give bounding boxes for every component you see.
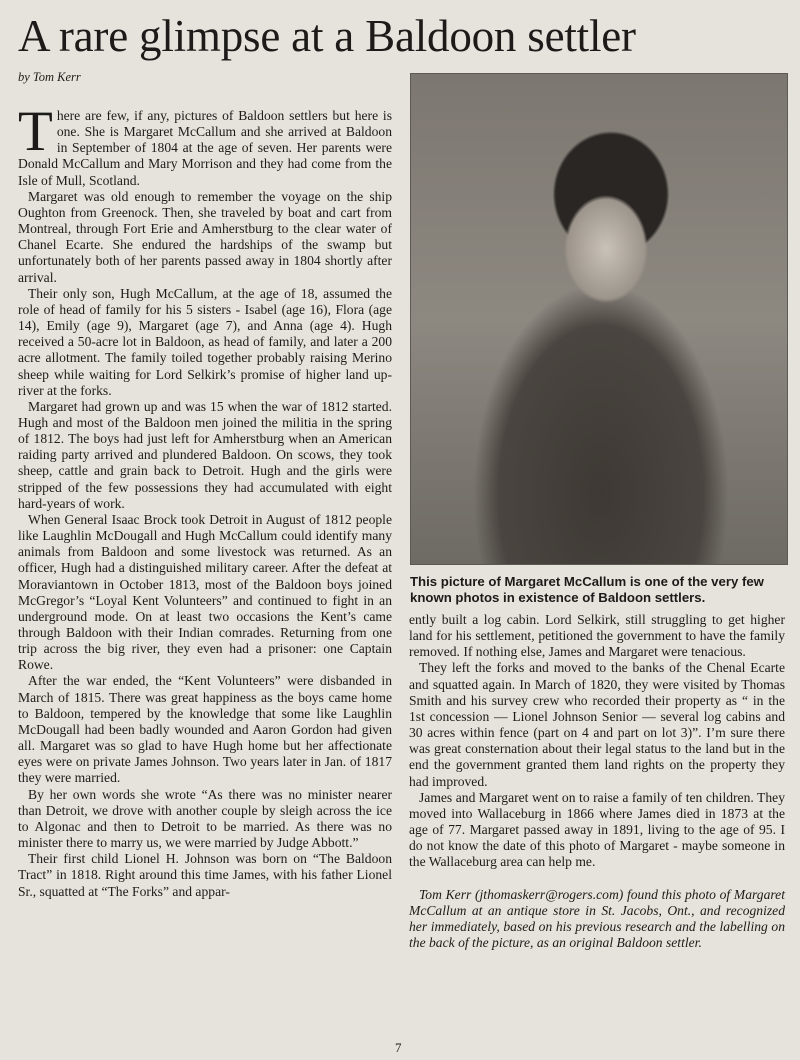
paragraph: By her own words she wrote “As there was no minister nearer than Detroit, we drove with another couple by sleigh across the ice to Algonac and then to Detroit to be married. As there was no minister there to marry us, we were married by Judge Abbott.” — [18, 786, 392, 851]
right-column — [409, 612, 785, 951]
paragraph: They left the forks and moved to the banks of the Chenal Ecarte and squatted again. In March of 1820, they were visited by Thomas Smith and his survey crew who recorded their property as “ in the 1st concession — Lionel Johnson Senior — several log cabins and 30 acres within fence (part on 4 and part on lot 3)”. I’m sure there was great consternation about their legal status to the land but in the end the government granted them land rights on the property they had improved. — [409, 660, 785, 789]
author-note: Tom Kerr (jthomaskerr@rogers.com) found this photo of Margaret McCallum at an antique store in St. Jacobs, Ont., and recognized her immediately, based on his previous research and the labelling on the back of the picture, as an original Baldoon settler. — [409, 886, 785, 950]
paragraph-text: here are few, if any, pictures of Baldoon settlers but here is one. She is Margaret McCallum and she arrived at Baldoon in September of 1804 at the age of seven. Her parents were Donald McCallum and Mary Morrison and they had come from the Isle of Mull, Scotland. — [18, 108, 392, 188]
paragraph: James and Margaret went on to raise a family of ten children. They moved into Wallaceburg in 1866 where James died in 1873 at the age of 77. Margaret passed away in 1891, living to the age of 95. I do not know the date of this photo of Margaret - maybe someone in the Wallaceburg area can help me. — [409, 789, 785, 870]
paragraph — [18, 100, 392, 189]
article-title: A rare glimpse at a Baldoon settler — [18, 11, 636, 61]
page-number: 7 — [395, 1040, 402, 1055]
drop-cap: T — [18, 100, 53, 163]
paragraph: ently built a log cabin. Lord Selkirk, still struggling to get higher land for his settlement, petitioned the government to have the family removed. If nothing else, James and Margaret were tenacious. — [409, 612, 785, 660]
paragraph: After the war ended, the “Kent Volunteers” were disbanded in March of 1815. There was great happiness as the boys came home to Baldoon, tempered by the knowledge that some like Laughlin McDougall had been badly wounded and Aaron Gordon had given all. Margaret was so glad to have Hugh home but her affectionate eyes were on private James Johnson. Two years later in Jan. of 1817 they were married. — [18, 673, 392, 786]
paragraph: Their first child Lionel H. Johnson was born on “The Baldoon Tract” in 1818. Right around this time James, with his father Lionel Sr., squatted at “The Forks” and appar- — [18, 851, 392, 899]
photo-caption: This picture of Margaret McCallum is one of the very few known photos in existence of Baldoon settlers. — [410, 574, 764, 605]
left-column — [18, 100, 392, 900]
paragraph: Margaret was old enough to remember the voyage on the ship Oughton from Greenock. Then, she traveled by boat and cart from Montreal, through Fort Erie and Amherstburg to the clear water of Chanel Ecarte. She endured the hardships of the swamp but unfortunately both of her parents passed away in 1804 shortly after arrival. — [18, 188, 392, 285]
portrait-photo — [410, 73, 788, 565]
paragraph: Their only son, Hugh McCallum, at the age of 18, assumed the role of head of family for his 5 sisters - Isabel (age 16), Flora (age 14), Emily (age 9), Margaret (age 7), and Anna (age 4). Hugh received a 50-acre lot in Baldoon, as head of family, and later a 200 acre allotment. The family toiled together probably raising Merino sheep while waiting for Lord Selkirk’s promise of higher land up-river at the forks. — [18, 285, 392, 398]
paragraph: Margaret had grown up and was 15 when the war of 1812 started. Hugh and most of the Baldoon men joined the militia in the spring of 1812. The boys had just left for Amherstburg when an American raiding party arrived and plundered Baldoon. On scows, they took sheep, cattle and grain back to Detroit. Hugh and the girls were stripped of the few possessions they had accumulated with eight hard-years of work. — [18, 398, 392, 511]
paragraph: When General Isaac Brock took Detroit in August of 1812 people like Laughlin McDougall and Hugh McCallum could identify many animals from Baldoon and some livestock was returned. As an officer, Hugh had a distinguished military career. After the defeat at Moraviantown in October 1813, most of the Baldoon boys joined McGregor’s “Loyal Kent Volunteers” and continued to fight in an underground mode. On at least two occasions the Kent’s came through Baldoon with their Indian comrades. Returning from one trip across the big river, they even had a prisoner: one Captain Rowe. — [18, 511, 392, 673]
byline: by Tom Kerr — [18, 70, 81, 84]
